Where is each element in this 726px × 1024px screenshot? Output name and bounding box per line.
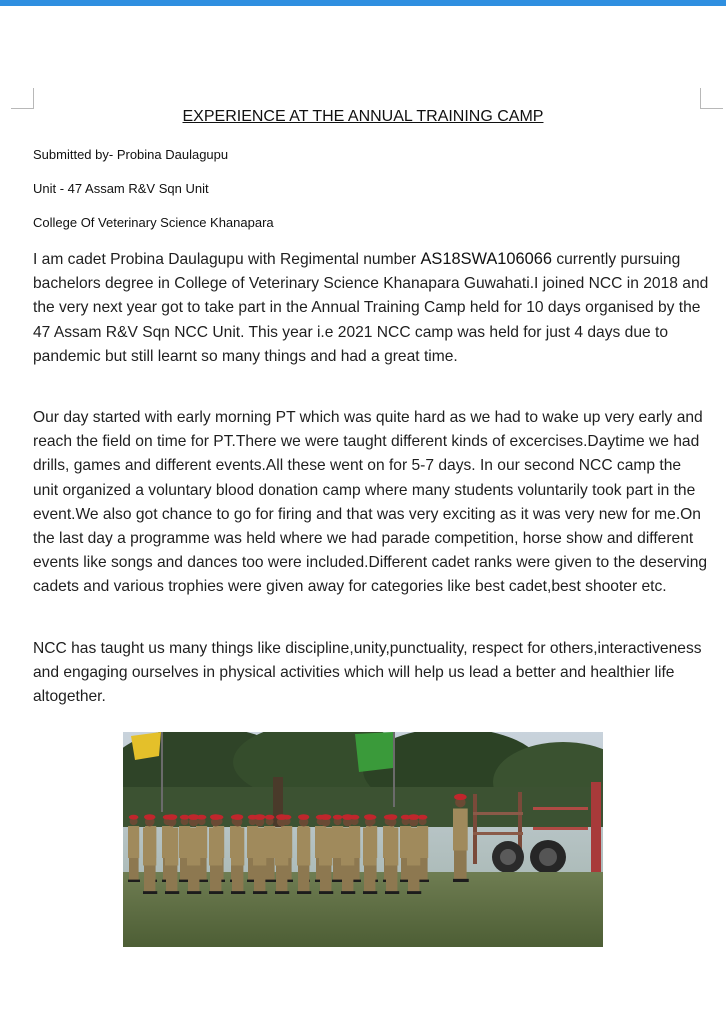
cadet-legs — [254, 866, 265, 893]
cadet-shoes — [231, 891, 245, 894]
cadet-legs — [386, 866, 397, 893]
cadet-body — [341, 828, 354, 866]
cadet-legs — [298, 866, 309, 893]
cadet-beret — [298, 814, 309, 820]
cadet-legs — [320, 866, 331, 893]
cadet-beret — [232, 814, 243, 820]
parade-photo — [123, 732, 603, 947]
cadet-shoes — [209, 891, 223, 894]
paragraph-camp-activities: Our day started with early morning PT which was quite hard as we had to wake up very early and reach the field on time for PT.There we were taught different kinds of excercises.Daytime we had drills, games and different events.All these went on for 5-7 days. In our second NCC camp the unit organized a voluntary blood donation camp where many students voluntarily took part in the event.We also got chance to go for firing and that was very exciting as it was very new for me.On the last day a programme was held where we had parade competition, horse show and different events like songs and dances too were included.Different cadet ranks were given to the deserving cadets and various trophies were given away for categories like best cadet,best shooter etc. — [33, 409, 708, 596]
unit-line: Unit - 47 Assam R&V Sqn Unit — [33, 181, 209, 196]
paragraph-conclusion: NCC has taught us many things like discipline,unity,punctuality, respect for others,interactiveness and engaging ourselves in physical activities which will help us lead a better and healthier life altogether. — [33, 640, 702, 706]
cadet-beret — [188, 814, 199, 820]
paragraph-intro — [33, 247, 709, 369]
cadet-body — [385, 828, 398, 866]
cadet-legs — [364, 866, 375, 893]
cadet-shoes — [407, 891, 421, 894]
cadet-beret — [210, 814, 221, 820]
cadet-legs — [265, 858, 275, 880]
document-title: EXPERIENCE AT THE ANNUAL TRAINING CAMP — [182, 108, 544, 125]
cadet-body — [187, 828, 200, 866]
cadet-beret — [276, 814, 287, 820]
submitted-by: Submitted by- Probina Daulagupu — [33, 147, 229, 162]
cadet-beret — [364, 814, 375, 820]
cadet-shoes — [165, 891, 179, 894]
cadet-beret — [254, 814, 265, 820]
cadet-body — [407, 828, 420, 866]
cadet-body — [209, 828, 222, 866]
cadet-beret — [265, 815, 275, 820]
cadet-shoes — [143, 891, 157, 894]
cadet-body — [275, 828, 288, 866]
top-accent-bar — [0, 0, 726, 6]
cadet-beret — [166, 814, 177, 820]
page-corner-mark-right — [700, 88, 723, 109]
paragraph-intro-end: currently pursuing bachelors degree in College of Veterinary Science Khanapara Guwahati.I joined NCC in 2018 and the very next year got to take part in the Annual Training Camp held for 10 days organised by the 47 Assam R&V Sqn NCC Unit. This year i.e 2021 NCC camp was held for just 4 days due to pandemic but still learnt so many things and had a great time. — [33, 251, 709, 365]
cadet-shoes — [297, 891, 311, 894]
cadet-shoes — [341, 891, 355, 894]
cadet-legs — [210, 866, 221, 893]
cadet-body — [231, 828, 244, 866]
cadet-beret — [333, 815, 343, 820]
cadet-body — [143, 828, 156, 866]
cadet-body — [453, 809, 468, 851]
college-line: College Of Veterinary Science Khanapara — [33, 215, 274, 230]
cadet-shoes — [264, 880, 276, 882]
cadet-legs — [144, 866, 155, 893]
cadet-body — [128, 826, 139, 858]
paragraph-intro-start: I am cadet Probina Daulagupu with Regimental number — [33, 251, 421, 268]
cadet-legs — [166, 866, 177, 893]
regimental-number: AS18SWA106066 — [420, 250, 552, 268]
cadet-beret — [144, 814, 155, 820]
cadet-beret — [320, 814, 331, 820]
cadet-legs — [129, 858, 139, 880]
cadet-shoes — [128, 880, 140, 882]
cadet-shoes — [275, 891, 289, 894]
cadet-body — [363, 828, 376, 866]
cadet-legs — [454, 851, 467, 880]
cadet-legs — [188, 866, 199, 893]
cadet-body — [253, 828, 266, 866]
cadet-shoes — [363, 891, 377, 894]
cadet-beret — [386, 814, 397, 820]
cadet-shoes — [385, 891, 399, 894]
cadet-legs — [232, 866, 243, 893]
cadet-beret — [454, 794, 467, 800]
cadet-shoes — [253, 891, 267, 894]
cadet-beret — [408, 814, 419, 820]
cadet-legs — [276, 866, 287, 893]
cadet-shoes — [319, 891, 333, 894]
cadet-legs — [408, 866, 419, 893]
cadet-legs — [342, 866, 353, 893]
cadet-body — [319, 828, 332, 866]
cadet-body — [165, 828, 178, 866]
cadet-shoes — [187, 891, 201, 894]
page-corner-mark-left — [11, 88, 34, 109]
cadet-beret — [129, 815, 139, 820]
cadet-shoes — [453, 879, 469, 882]
cadet-body — [297, 828, 310, 866]
cadet-beret — [342, 814, 353, 820]
